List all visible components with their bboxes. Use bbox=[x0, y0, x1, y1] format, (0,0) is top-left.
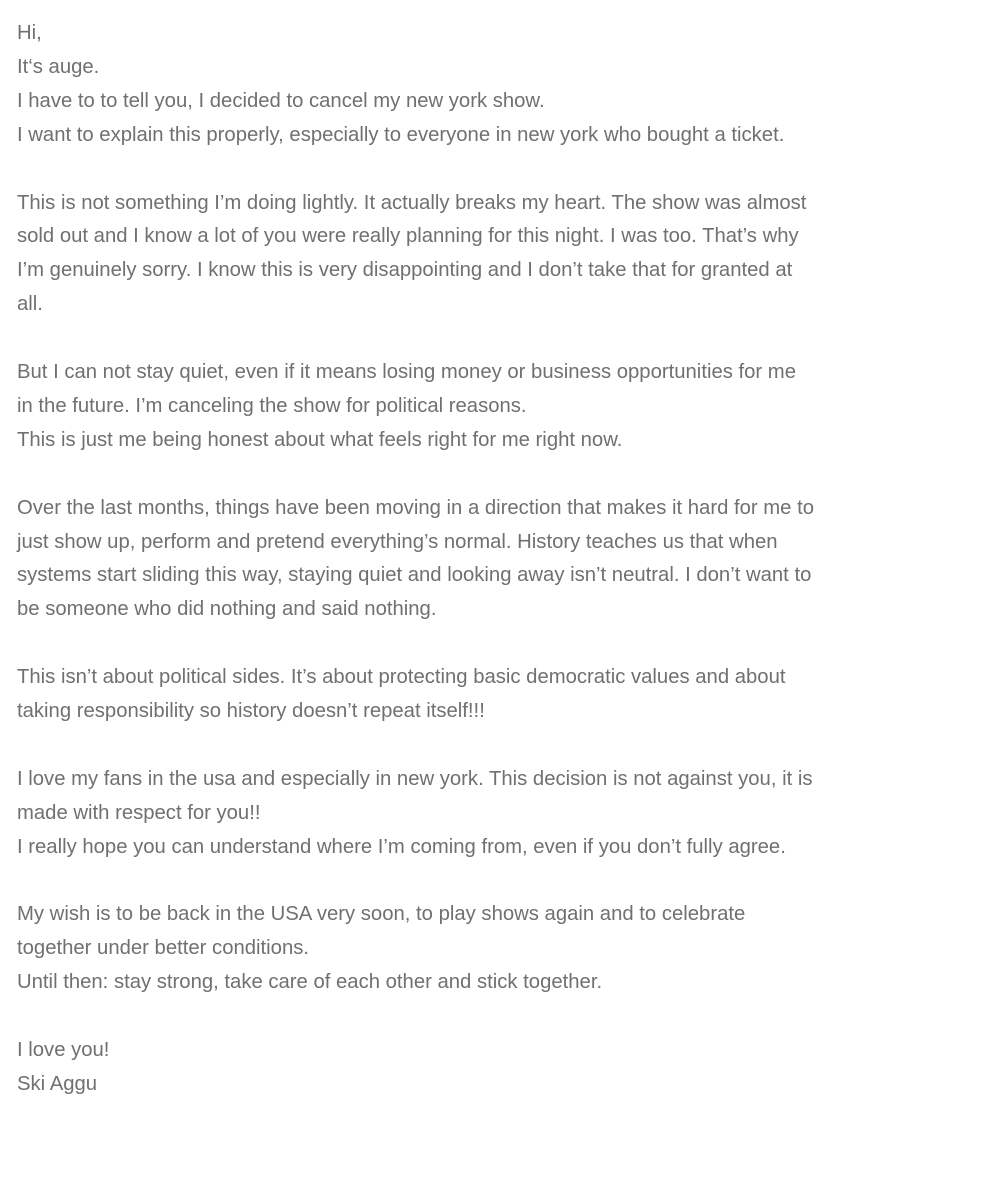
wish-text: My wish is to be back in the USA very soon, to play shows again and to celebrate together under better conditions. bbox=[17, 903, 746, 960]
closing-line: I love you! bbox=[17, 1039, 110, 1062]
paragraph-wish bbox=[17, 898, 817, 1000]
announcement-line: I have to to tell you, I decided to cancel my new york show. bbox=[17, 89, 545, 112]
context-text: Over the last months, things have been moving in a direction that makes it hard for me to just show up, perform and pretend everything’s normal. History teaches us that when systems start sliding this way, staying quiet and looking away isn’t neutral. I don’t want to be someone who did nothing and said nothing. bbox=[17, 496, 815, 621]
explanation-line: I want to explain this properly, especially to everyone in new york who bought a ticket. bbox=[17, 123, 785, 146]
paragraph-signoff bbox=[17, 1034, 817, 1102]
values-text: This isn’t about political sides. It’s about protecting basic democratic values and about taking responsibility so history doesn’t repeat itself!!! bbox=[17, 666, 786, 723]
signature-name: Ski Aggu bbox=[17, 1072, 98, 1095]
paragraph-context bbox=[17, 492, 817, 628]
honesty-text: This is just me being honest about what feels right for me right now. bbox=[17, 428, 623, 451]
reason-text: But I can not stay quiet, even if it means losing money or business opportunities for me in the future. I’m canceling the show for political reasons. bbox=[17, 361, 796, 417]
letter-body bbox=[17, 17, 817, 1102]
paragraph-apology bbox=[17, 187, 817, 323]
apology-text: This is not something I’m doing lightly. It actually breaks my heart. The show was almost sold out and I know a lot of you were really planning for this night. I was too. That’s why I’m genuinely sorry. I know this is very disappointing and I don’t take that for granted at all. bbox=[17, 191, 807, 316]
intro-line: It‘s auge. bbox=[17, 55, 100, 78]
fans-text: I love my fans in the usa and especially in new york. This decision is not against you, it is made with respect for you!! bbox=[17, 767, 813, 824]
paragraph-reason bbox=[17, 356, 817, 458]
understanding-text: I really hope you can understand where I’m coming from, even if you don’t fully agree. bbox=[17, 835, 786, 858]
paragraph-greeting bbox=[17, 17, 817, 153]
paragraph-values bbox=[17, 661, 817, 729]
greeting-line: Hi, bbox=[17, 22, 42, 44]
paragraph-fans bbox=[17, 763, 817, 865]
until-then-text: Until then: stay strong, take care of each other and stick together. bbox=[17, 971, 603, 994]
